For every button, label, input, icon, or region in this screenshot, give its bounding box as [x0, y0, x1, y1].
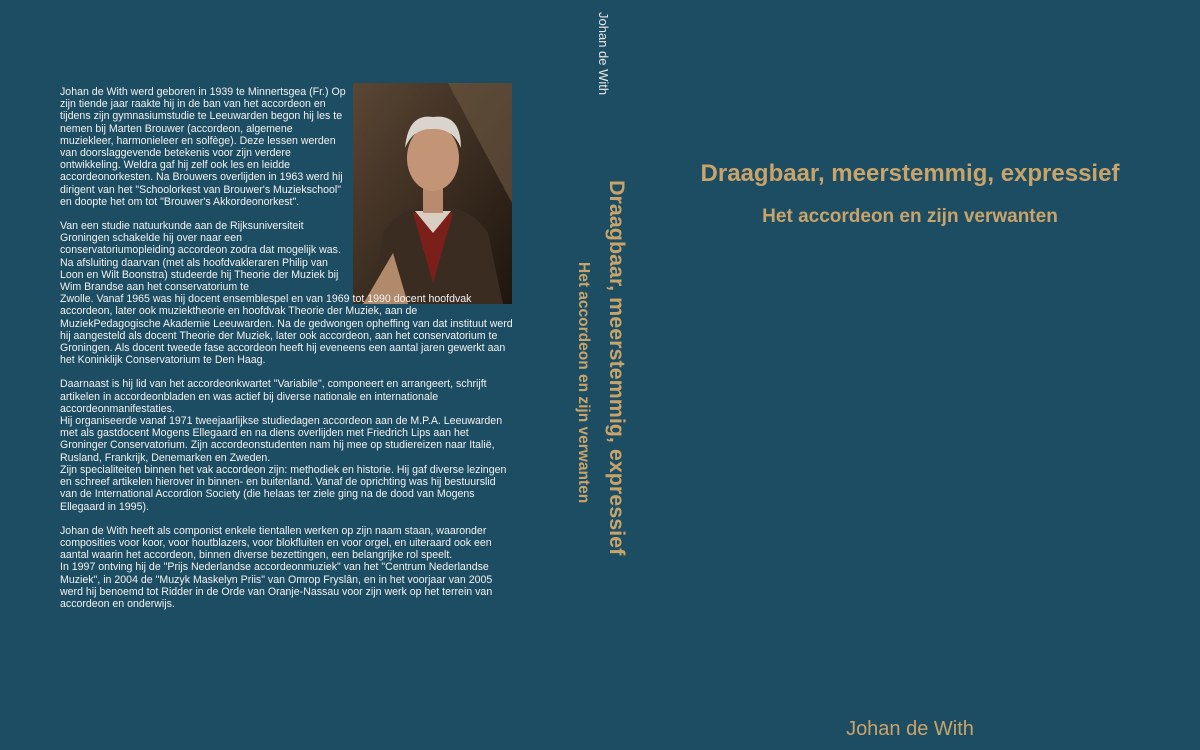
- bio-paragraph-3: Daarnaast is hij lid van het accordeonkwartet "Variabile", componeert en arrangeert, schrijft artikelen in accordeonbladen en was actief bij diverse nationale en internationale accordeonmanifestaties.: [60, 378, 487, 415]
- bio-paragraph-7: In 1997 ontving hij de "Prijs Nederlandse accordeonmuziek" van het "Centrum Nederlandse Muziek", in 2004 de "Muzyk Maskelyn Priis" van Omrop Fryslân, en in het voorjaar van 2005 werd hij benoemd tot Ridder in de Orde van Oranje-Nassau voor zijn werk op het terrein van accordeon en onderwijs.: [60, 561, 493, 610]
- spine-subtitle: Het accordeon en zijn verwanten: [575, 262, 592, 504]
- author-biography: [60, 86, 515, 610]
- front-cover: [650, 0, 1200, 750]
- bio-paragraph-1: Johan de With werd geboren in 1939 te Minnertsgea (Fr.) Op zijn tiende jaar raakte hij in de ban van het accordeon en tijdens zijn gymnasiumstudie te Leeuwarden begon hij les te nemen bij Marten Brouwer (accordeon, algemene muziekleer, harmonieleer en solfège). Deze lessen werden van doorslaggevende betekenis voor zijn verdere ontwikkeling. Weldra gaf hij zelf ook les en leidde accordeonorkesten. Na Brouwers overlijden in 1963 werd hij dirigent van het "Schoolorkest van Brouwer's Muziekschool" en doopte het om tot "Brouwer's Akkordeonorkest".: [60, 86, 346, 208]
- bio-paragraph-2: Van een studie natuurkunde aan de Rijksuniversiteit Groningen schakelde hij over naar een conservatoriumopleiding accordeon zodra dat mogelijk was. Na afsluiting daarvan (met als hoofdvakleraren Philip van Loon en Wilt Boonstra) studeerde hij Theorie der Muziek bij Wim Brandse aan het conservatorium te: [60, 220, 341, 294]
- bio-paragraph-6: Johan de With heeft als componist enkele tientallen werken op zijn naam staan, waaronder composities voor koor, voor houtblazers, voor blokfluiten en voor orgel, en uiteraard ook een aantal waarin het accordeon, binnen diverse bezettingen, een belangrijke rol speelt.: [60, 524, 492, 562]
- spine-title: Draagbaar, meerstemmig, expressief: [605, 180, 629, 556]
- back-cover: [0, 0, 560, 750]
- front-author: Johan de With: [846, 718, 974, 740]
- bio-paragraph-4: Hij organiseerde vanaf 1971 tweejaarlijkse studiedagen accordeon aan de M.P.A. Leeuwarden met als gastdocent Mogens Ellegaard en na diens overlijden met Friedrich Lips aan het Groninger Conservatorium. Zijn accordeonstudenten nam hij mee op studiereizen naar Italië, Rusland, Frankrijk, Denemarken en Zweden.: [60, 415, 503, 464]
- spine-author: Johan de With: [596, 12, 611, 96]
- bio-paragraph-5: Zijn specialiteiten binnen het vak accordeon zijn: methodiek en historie. Hij gaf diverse lezingen en schreef artikelen hierover in binnen- en buitenland. Vanaf de oprichting was hij bestuurslid van de International Accordion Society (die helaas ter ziele ging na de dood van Mogens Ellegaard in 1995).: [60, 463, 507, 513]
- bio-paragraph-2-continuation: Zwolle. Vanaf 1965 was hij docent ensemblespel en van 1969 tot 1990 docent hoofdvak accordeon, later ook muziektheorie en hoofdvak Theorie der Muziek, aan de MuziekPedagogische Akademie Leeuwarden. Na de gedwongen opheffing van dat instituut werd hij aangesteld als docent Theorie der Muziek, later ook accordeon, aan het conservatorium te Groningen. Als docent tweede fase accordeon heeft hij eveneens een aantal jaren gewerkt aan het Koninklijk Conservatorium te Den Haag.: [60, 293, 513, 367]
- front-subtitle: Het accordeon en zijn verwanten: [762, 206, 1058, 227]
- front-title: Draagbaar, meerstemmig, expressief: [700, 160, 1120, 187]
